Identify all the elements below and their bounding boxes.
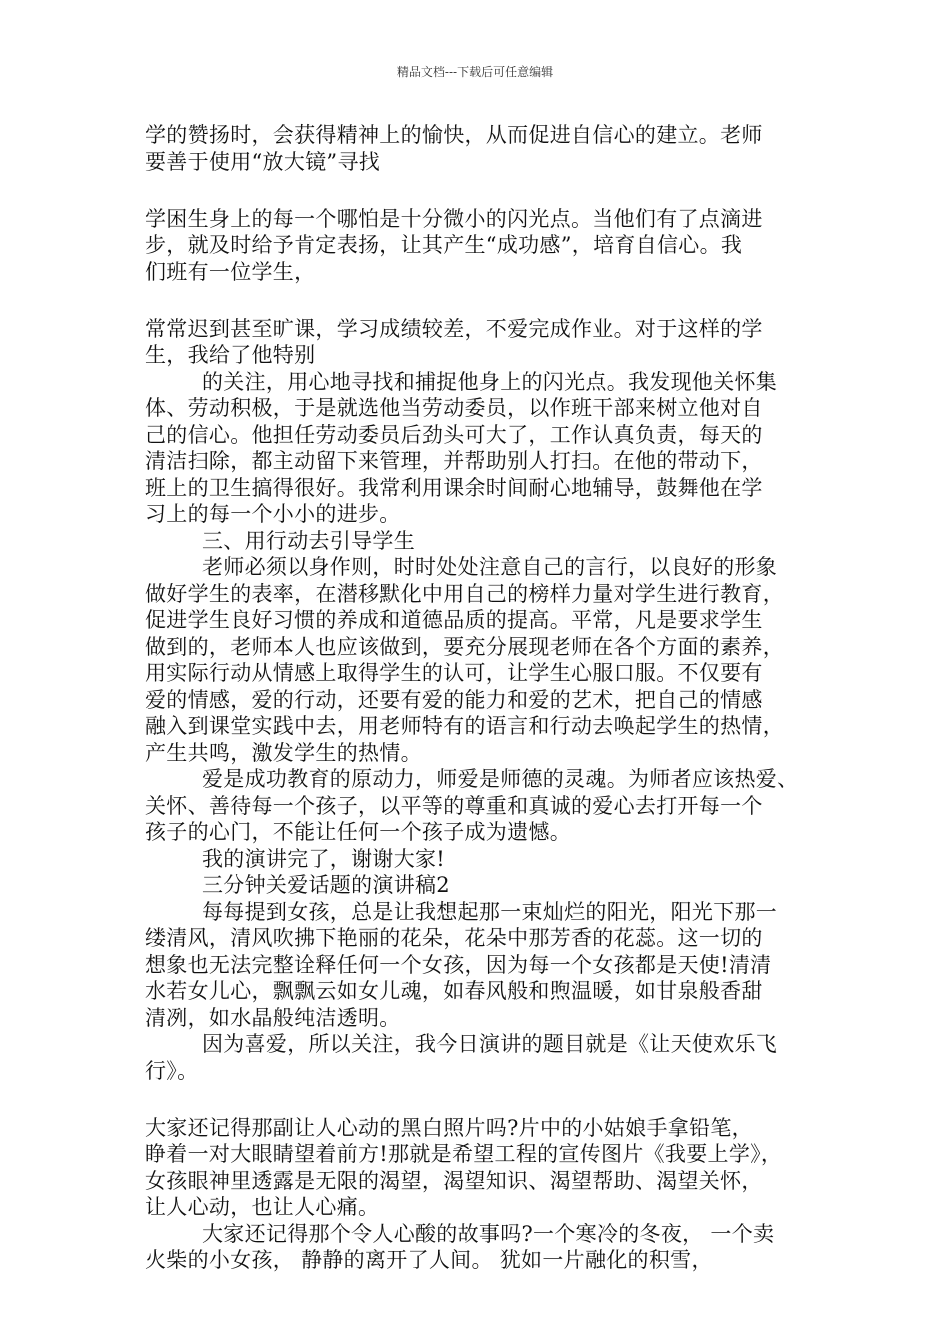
text-line: 促进学生良好习惯的养成和道德品质的提高。平常，凡是要求学生 — [145, 608, 763, 632]
paragraph-7 — [145, 766, 835, 846]
paragraph-1 — [145, 122, 835, 175]
text-line: 三、用行动去引导学生 — [202, 528, 415, 553]
text-line: 爱是成功教育的原动力，师爱是师德的灵魂。为师者应该热爱、 — [202, 767, 799, 791]
text-line: 做到的，老师本人也应该做到，要充分展现老师在各个方面的素养， — [145, 634, 784, 659]
closing-line — [145, 846, 835, 873]
text-line: 三分钟关爱话题的演讲稿2 — [202, 873, 450, 897]
text-line: 关怀、善待每一个孩子，以平等的尊重和真诚的爱心去打开每一个 — [145, 793, 763, 818]
paragraph-3 — [145, 312, 835, 369]
text-line: 我的演讲完了，谢谢大家! — [202, 846, 446, 871]
text-line: 大家还记得那个令人心酸的故事吗?一个寒冷的冬夜， 一个卖 — [202, 1221, 775, 1246]
text-line: 老师必须以身作则，时时处处注意自己的言行，以良好的形象 — [202, 555, 778, 579]
text-line: 学困生身上的每一个哪怕是十分微小的闪光点。当他们有了点滴进 — [145, 206, 763, 231]
text-line: 缕清风，清风吹拂下艳丽的花朵，花朵中那芳香的花蕊。这一切的 — [145, 926, 763, 950]
paragraph-gap — [145, 175, 835, 202]
text-line: 爱的情感，爱的行动，还要有爱的能力和爱的艺术，把自己的情感 — [145, 687, 763, 712]
text-line: 班上的卫生搞得很好。我常利用课余时间耐心地辅导，鼓舞他在学 — [145, 475, 763, 500]
text-line: 步，就及时给予肯定表扬，让其产生“成功感”，培育自信心。我 — [145, 233, 743, 257]
document-body — [145, 122, 835, 1274]
paragraph-6 — [145, 554, 835, 766]
text-line: 行》。 — [145, 1058, 199, 1083]
page-header: 精品文档---下载后可任意编辑 — [396, 65, 554, 79]
text-line: 女孩眼神里透露是无限的渴望，渴望知识、渴望帮助、渴望关怀， — [145, 1168, 763, 1193]
text-line: 孩子的心门，不能让任何一个孩子成为遗憾。 — [145, 820, 571, 844]
text-line: 融入到课堂实践中去，用老师特有的语言和行动去唤起学生的热情， — [145, 714, 784, 738]
speech-title — [145, 872, 835, 899]
text-line: 因为喜爱，所以关注，我今日演讲的题目就是《让天使欢乐飞 — [202, 1032, 778, 1056]
paragraph-4 — [145, 369, 835, 528]
text-line: 们班有一位学生， — [145, 259, 316, 284]
text-line: 己的信心。他担任劳动委员后劲头可大了，工作认真负责，每天的 — [145, 422, 763, 447]
text-line: 清冽，如水晶般纯洁透明。 — [145, 1005, 401, 1030]
text-line: 用实际行动从情感上取得学生的认可，让学生心服口服。不仅要有 — [145, 661, 763, 685]
text-line: 想象也无法完整诠释任何一个女孩，因为每一个女孩都是天使!清清 — [145, 952, 772, 977]
text-line: 让人心动，也让人心痛。 — [145, 1195, 380, 1219]
paragraph-11 — [145, 1031, 835, 1084]
paragraph-2 — [145, 202, 835, 286]
text-line: 生，我给了他特别 — [145, 343, 316, 367]
text-line: 睁着一对大眼睛望着前方!那就是希望工程的宣传图片《我要上学》， — [145, 1142, 783, 1166]
paragraph-gap — [145, 285, 835, 312]
text-line: 学的赞扬时，会获得精神上的愉快，从而促进自信心的建立。老师 — [145, 123, 763, 147]
text-line: 常常迟到甚至旷课，学习成绩较差，不爱完成作业。对于这样的学 — [145, 316, 763, 341]
text-line: 习上的每一个小小的进步。 — [145, 502, 401, 526]
text-line: 产生共鸣，激发学生的热情。 — [145, 740, 422, 765]
paragraph-12 — [145, 1111, 835, 1221]
section-heading — [145, 528, 835, 555]
paragraph-13 — [145, 1221, 835, 1274]
paragraph-gap — [145, 1084, 835, 1111]
text-line: 要善于使用“放大镜”寻找 — [145, 149, 381, 174]
paragraph-10 — [145, 899, 835, 1032]
text-line: 水若女儿心，飘飘云如女儿魂，如春风般和煦温暖，如甘泉般香甜 — [145, 979, 763, 1003]
text-line: 火柴的小女孩， 静静的离开了人间。 犹如一片融化的积雪， — [145, 1248, 713, 1272]
text-line: 的关注，用心地寻找和捕捉他身上的闪光点。我发现他关怀集 — [202, 369, 778, 394]
text-line: 清洁扫除，都主动留下来管理，并帮助别人打扫。在他的带动下， — [145, 449, 763, 473]
text-line: 每每提到女孩，总是让我想起那一束灿烂的阳光，阳光下那一 — [202, 899, 778, 924]
text-line: 体、劳动积极，于是就选他当劳动委员，以作班干部来树立他对自 — [145, 396, 763, 420]
text-line: 做好学生的表率，在潜移默化中用自己的榜样力量对学生进行教育， — [145, 581, 784, 606]
text-line: 大家还记得那副让人心动的黑白照片吗?片中的小姑娘手拿铅笔， — [145, 1115, 753, 1140]
